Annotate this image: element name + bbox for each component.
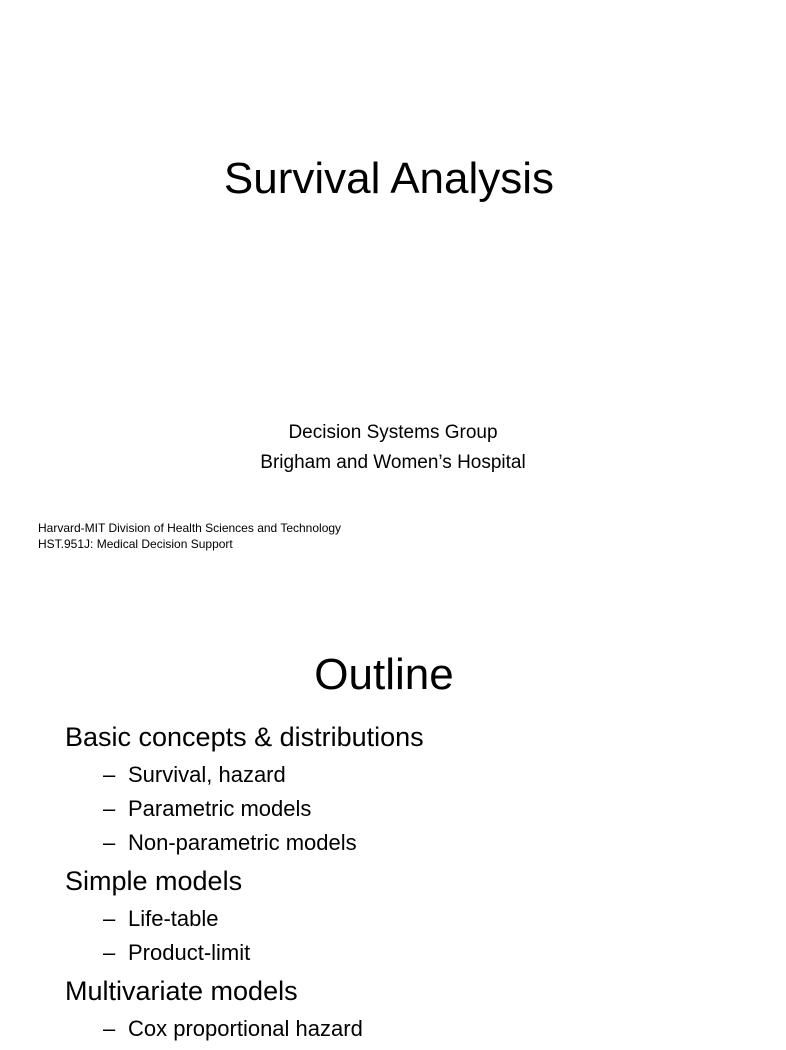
dash-glyph: –	[103, 906, 116, 931]
outline-bullet: Basic concepts & distributions	[65, 722, 424, 752]
outline-bullet: Simple models	[65, 866, 243, 896]
outline-subitem	[103, 902, 424, 936]
subitem-label: Life-table	[128, 906, 219, 931]
outline-sublist	[65, 902, 424, 970]
subtitle-line-hospital: Brigham and Women’s Hospital	[260, 452, 526, 473]
outline-subitem	[103, 826, 424, 860]
outline-section	[65, 974, 424, 1046]
subitem-label: Non-parametric models	[128, 830, 357, 855]
subitem-label: Cox proportional hazard	[128, 1016, 363, 1041]
outline-list	[65, 720, 424, 1050]
dash-glyph: –	[103, 830, 116, 855]
subtitle-line-group: Decision Systems Group	[288, 422, 498, 443]
subitem-label: Parametric models	[128, 796, 312, 821]
dash-glyph: –	[103, 1016, 116, 1041]
outline-bullet: Multivariate models	[65, 976, 298, 1006]
outline-subitem	[103, 1012, 424, 1046]
outline-section	[65, 720, 424, 860]
outline-sublist	[65, 1012, 424, 1046]
outline-subitem	[103, 936, 424, 970]
dash-glyph: –	[103, 796, 116, 821]
dash-glyph: –	[103, 762, 116, 787]
outline-sublist	[65, 758, 424, 860]
footer-line-course: HST.951J: Medical Decision Support	[38, 537, 233, 551]
outline-title: Outline	[314, 650, 454, 699]
outline-subitem	[103, 792, 424, 826]
footer-line-division: Harvard-MIT Division of Health Sciences and Technology	[38, 521, 342, 535]
subitem-label: Product-limit	[128, 940, 251, 965]
outline-section	[65, 864, 424, 970]
dash-glyph: –	[103, 940, 116, 965]
outline-subitem	[103, 758, 424, 792]
slide-title: Survival Analysis	[223, 154, 555, 203]
outline-slide	[0, 590, 768, 1041]
subitem-label: Survival, hazard	[128, 762, 286, 787]
